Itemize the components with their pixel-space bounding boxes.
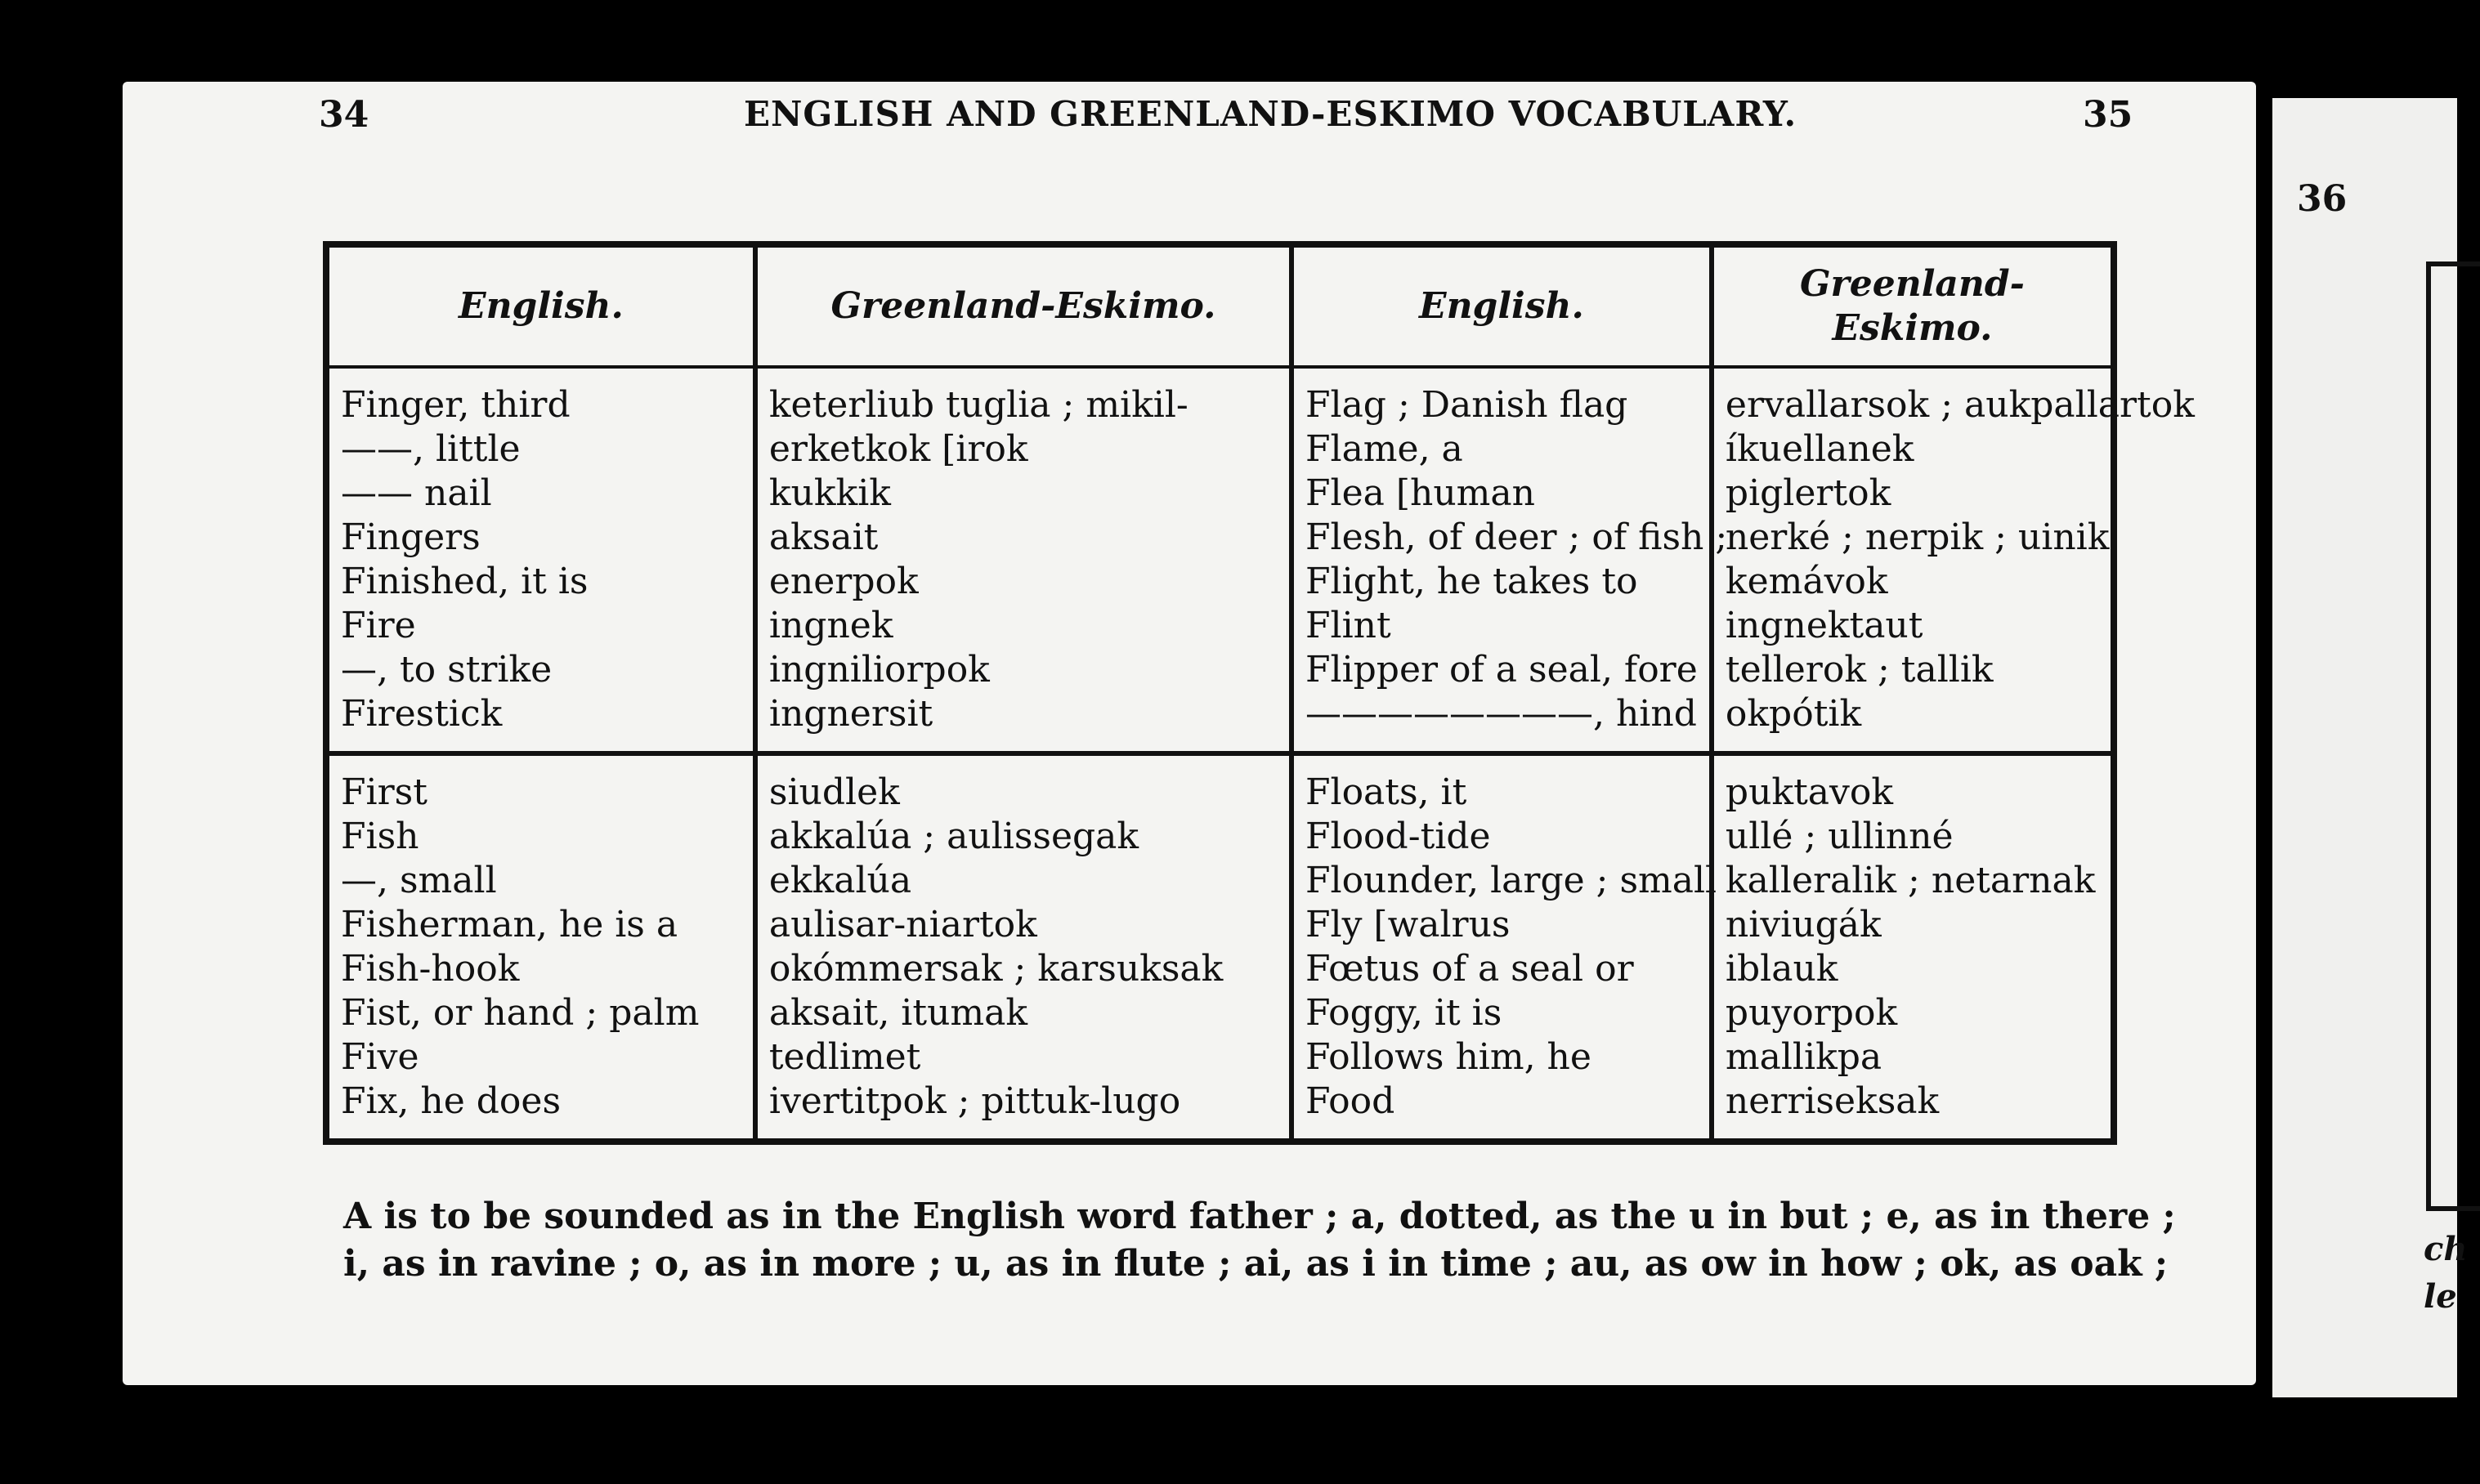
english-entry: Flounder, large ; small [1305,860,1717,901]
eskimo-entry: puktavok [1725,771,1893,813]
eskimo-entry: keterliub tuglia ; mikil- [768,384,1189,426]
pronunciation-line: A is to be sounded as in the English word father ; a, dotted, as the u in but ; e, as in there ; [343,1196,2176,1237]
english-entry: Fingers [341,516,481,558]
english-entry: Flame, a [1305,428,1463,470]
eskimo-entry: siudlek [768,771,900,813]
running-title: ENGLISH AND GREENLAND-ESKIMO VOCABULARY. [744,94,1797,134]
english-entry: ————————, hind [1305,693,1697,735]
eskimo-entry: nerriseksak [1725,1080,1940,1122]
english-entry: Fist, or hand ; palm [341,992,700,1034]
eskimo-entry: aulisar-niartok [768,904,1037,945]
english-column [1291,753,1717,1142]
eskimo-entry: nerké ; nerpik ; uinik [1725,516,2110,558]
english-entry: Flight, he takes to [1305,561,1638,602]
next-page-footer-fragment [2424,1226,2467,1321]
column-header: Greenland-Eskimo. [755,244,1291,367]
eskimo-entry: mallikpa [1725,1036,1882,1078]
english-entry: Firestick [341,693,503,735]
eskimo-entry: ivertitpok ; pittuk-lugo [768,1080,1181,1122]
english-column [1291,367,1728,753]
eskimo-entry: tedlimet [768,1036,921,1078]
eskimo-entry: ingnektaut [1725,605,1923,646]
page-header [0,94,2133,151]
eskimo-entry: iblauk [1725,948,1838,990]
eskimo-entry: ervallarsok ; aukpallartok [1725,384,2195,426]
eskimo-entry: ingnersit [768,693,933,735]
eskimo-entry: ullé ; ullinné [1725,816,1954,857]
eskimo-entry: kemávok [1725,561,1888,602]
english-entry: Fish-hook [341,948,520,990]
eskimo-entry: ingnek [768,605,893,646]
english-entry: Flea [human [1305,472,1535,514]
entry-group [326,367,2114,753]
english-entry: Floats, it [1305,771,1467,813]
column-header-row [326,244,2114,367]
english-entry: Foggy, it is [1305,992,1502,1034]
vocabulary-table [323,241,2195,1145]
column-header: English. [326,244,755,367]
english-entry: Flag ; Danish flag [1305,384,1628,426]
english-entry: Finished, it is [341,561,589,602]
eskimo-entry: niviugák [1725,904,1882,945]
english-entry: Follows him, he [1305,1036,1591,1078]
english-entry: Finger, third [341,384,571,426]
eskimo-column [755,753,1291,1142]
eskimo-entry: enerpok [768,561,919,602]
english-entry: —, to strike [341,649,553,691]
next-page-text: le [2424,1277,2457,1316]
english-entry: Five [341,1036,419,1078]
eskimo-entry: akkalúa ; aulissegak [768,816,1139,857]
pronunciation-note [343,1193,2182,1288]
eskimo-entry: puyorpok [1725,992,1898,1034]
next-page-number: 36 [2297,178,2348,220]
english-entry: Fish [341,816,419,857]
english-entry: ——, little [341,428,521,470]
column-header: Greenland-Eskimo. [1712,244,2114,367]
entry-group [326,753,2114,1142]
eskimo-entry: ekkalúa [768,860,912,901]
english-column [326,367,755,753]
column-header: English. [1291,244,1712,367]
eskimo-entry: okpótik [1725,693,1862,735]
next-page-table-edge [2426,261,2480,1211]
eskimo-entry: ingniliorpok [768,649,990,691]
english-entry: Flesh, of deer ; of fish ; [1305,516,1728,558]
english-entry: Fisherman, he is a [341,904,678,945]
pronunciation-line: i, as in ravine ; o, as in more ; u, as in flute ; ai, as i in time ; au, as ow in how ; ok, as oak ; [343,1243,2169,1285]
english-entry: Fix, he does [341,1080,562,1122]
left-page-number: 34 [319,94,369,136]
english-entry: Fire [341,605,416,646]
right-page-number: 35 [2083,94,2133,136]
english-entry: Flipper of a seal, fore [1305,649,1698,691]
eskimo-column [1712,753,2114,1142]
eskimo-entry: kalleralik ; netarnak [1725,860,2096,901]
english-entry: Fœtus of a seal or [1305,948,1634,990]
english-entry: First [341,771,428,813]
eskimo-entry: tellerok ; tallik [1725,649,1994,691]
english-entry: Flint [1305,605,1391,646]
eskimo-entry: aksait, itumak [768,992,1028,1034]
eskimo-entry: piglertok [1725,472,1891,514]
english-column [326,753,755,1142]
english-entry: Fly [walrus [1305,904,1511,945]
eskimo-column [755,367,1291,753]
english-entry: Food [1305,1080,1395,1122]
english-entry: Flood-tide [1305,816,1491,857]
next-page-text: ch [2424,1230,2468,1268]
eskimo-entry: erketkok [irok [768,428,1028,470]
eskimo-entry: okómmersak ; karsuksak [768,948,1224,990]
english-entry: —— nail [341,472,492,514]
eskimo-entry: íkuellanek [1725,428,1914,470]
eskimo-entry: aksait [768,516,879,558]
english-entry: —, small [341,860,497,901]
eskimo-entry: kukkik [768,472,891,514]
eskimo-column [1712,367,2195,753]
